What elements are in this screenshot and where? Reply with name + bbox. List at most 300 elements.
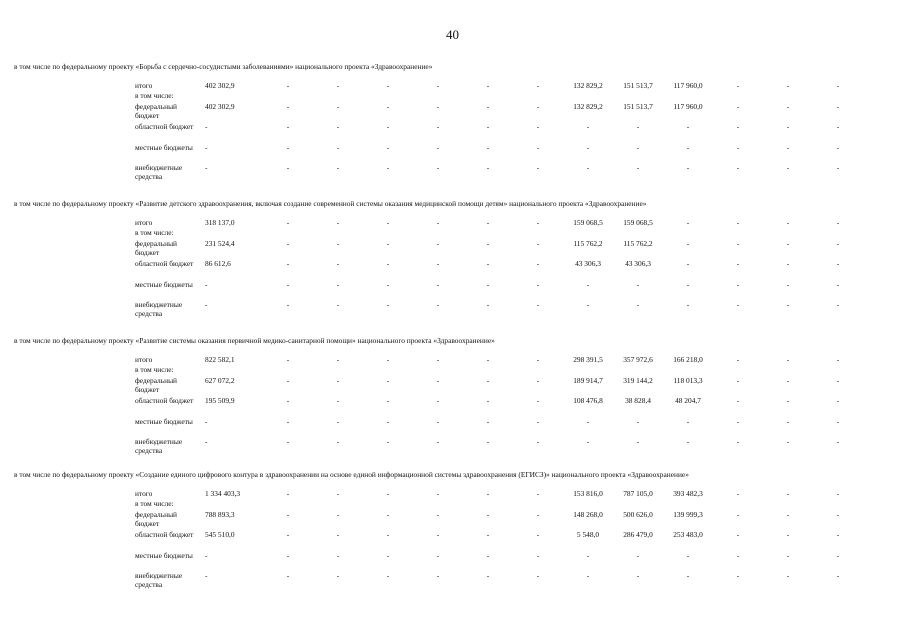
table-cell: - bbox=[786, 437, 790, 446]
table-cell: - bbox=[786, 375, 790, 385]
funding-table bbox=[135, 489, 863, 592]
table-cell: - bbox=[486, 81, 490, 90]
table-cell: - bbox=[205, 300, 208, 309]
row-label: итого bbox=[135, 489, 153, 498]
table-cell: - bbox=[686, 238, 690, 248]
table-cell: - bbox=[636, 416, 640, 426]
table-cell: - bbox=[286, 218, 290, 227]
table-cell: - bbox=[736, 530, 740, 539]
table-cell: - bbox=[836, 122, 840, 131]
table-cell: - bbox=[686, 550, 690, 560]
table-cell: - bbox=[836, 218, 840, 227]
table-cell: - bbox=[486, 142, 490, 152]
table-cell: - bbox=[486, 550, 490, 560]
table-cell: - bbox=[486, 530, 490, 539]
table-cell: - bbox=[786, 122, 790, 131]
table-cell: 195 509,9 bbox=[205, 396, 235, 405]
table-cell: - bbox=[336, 375, 340, 385]
table-cell: - bbox=[436, 218, 440, 227]
table-cell: - bbox=[586, 571, 590, 580]
table-cell: 318 137,0 bbox=[205, 218, 235, 227]
table-cell: - bbox=[786, 396, 790, 405]
table-cell: 86 612,6 bbox=[205, 259, 231, 268]
table-cell: 402 302,9 bbox=[205, 81, 235, 90]
table-cell: - bbox=[336, 396, 340, 405]
table-cell: - bbox=[736, 509, 740, 519]
table-cell: - bbox=[736, 163, 740, 172]
row-label: местные бюджеты bbox=[135, 142, 193, 152]
table-cell: - bbox=[686, 416, 690, 426]
row-label-text: в том числе: bbox=[135, 364, 174, 374]
table-cell: - bbox=[336, 530, 340, 539]
table-cell: 118 013,3 bbox=[673, 375, 703, 385]
table-cell: - bbox=[536, 218, 540, 227]
table-cell: 159 068,5 bbox=[623, 218, 653, 227]
table-cell: - bbox=[636, 571, 640, 580]
table-cell: - bbox=[336, 571, 340, 580]
funding-table bbox=[135, 218, 863, 321]
table-cell: - bbox=[786, 489, 790, 498]
table-cell: - bbox=[336, 489, 340, 498]
table-cell: - bbox=[336, 550, 340, 560]
table-cell: - bbox=[736, 81, 740, 90]
table-cell: - bbox=[536, 416, 540, 426]
table-cell: - bbox=[586, 300, 590, 309]
table-cell: 115 762,2 bbox=[573, 238, 603, 248]
table-cell: - bbox=[436, 101, 440, 111]
table-cell: - bbox=[286, 416, 290, 426]
table-row-federal bbox=[135, 376, 863, 397]
table-cell: - bbox=[286, 81, 290, 90]
table-cell: - bbox=[286, 279, 290, 289]
table-cell: - bbox=[836, 163, 840, 172]
page-number: 40 bbox=[446, 27, 459, 42]
table-cell: - bbox=[286, 571, 290, 580]
table-cell: 43 306,3 bbox=[575, 259, 601, 268]
table-cell: 788 893,3 bbox=[205, 509, 235, 519]
table-cell: - bbox=[836, 416, 840, 426]
table-cell: - bbox=[436, 375, 440, 385]
table-cell: - bbox=[286, 101, 290, 111]
table-cell: - bbox=[386, 375, 390, 385]
section-title: в том числе по федеральному проекту «Создание единого цифрового контура в здравоохранении на основе единой информационной системы здравоохранения (ЕГИСЗ)» национального проекта «Здравоохранение» bbox=[14, 470, 689, 479]
row-label: федеральный бюджет bbox=[135, 101, 177, 120]
table-cell: - bbox=[286, 238, 290, 248]
table-row-regional bbox=[135, 530, 863, 551]
table-cell: 48 204,7 bbox=[675, 396, 701, 405]
table-cell: 500 626,0 bbox=[623, 509, 653, 519]
table-cell: - bbox=[736, 375, 740, 385]
row-label: итого bbox=[135, 218, 153, 227]
table-cell: - bbox=[536, 81, 540, 90]
table-cell: - bbox=[536, 489, 540, 498]
table-cell: - bbox=[786, 238, 790, 248]
table-cell: - bbox=[736, 489, 740, 498]
table-cell: - bbox=[386, 279, 390, 289]
table-cell: - bbox=[736, 122, 740, 131]
table-cell: - bbox=[786, 530, 790, 539]
table-cell: - bbox=[586, 142, 590, 152]
section-title: в том числе по федеральному проекту «Развитие системы оказания первичной медико-санитарной помощи» национального проекта «Здравоохранение» bbox=[14, 336, 495, 345]
table-cell: - bbox=[486, 375, 490, 385]
table-cell: - bbox=[486, 122, 490, 131]
table-row-local bbox=[135, 417, 863, 438]
row-label: внебюджетные средства bbox=[135, 163, 183, 181]
table-cell: - bbox=[536, 101, 540, 111]
table-cell: 787 105,0 bbox=[623, 489, 653, 498]
table-cell: - bbox=[386, 530, 390, 539]
table-cell: - bbox=[436, 300, 440, 309]
table-cell: - bbox=[386, 489, 390, 498]
table-row-local bbox=[135, 143, 863, 164]
table-cell: - bbox=[436, 355, 440, 364]
table-cell: 151 513,7 bbox=[623, 81, 653, 90]
table-cell: - bbox=[736, 437, 740, 446]
table-cell: - bbox=[436, 416, 440, 426]
table-cell: - bbox=[286, 509, 290, 519]
table-cell: 132 829,2 bbox=[573, 101, 603, 111]
table-cell: - bbox=[536, 375, 540, 385]
table-cell: - bbox=[736, 396, 740, 405]
table-cell: - bbox=[486, 509, 490, 519]
table-cell: - bbox=[436, 122, 440, 131]
table-cell: 231 524,4 bbox=[205, 238, 235, 248]
table-cell: - bbox=[486, 279, 490, 289]
table-cell: 43 306,3 bbox=[625, 259, 651, 268]
table-cell: - bbox=[786, 509, 790, 519]
table-cell: 545 510,0 bbox=[205, 530, 235, 539]
row-label: итого bbox=[135, 355, 153, 364]
table-cell: - bbox=[586, 416, 590, 426]
table-cell: - bbox=[736, 259, 740, 268]
table-cell: - bbox=[486, 259, 490, 268]
table-cell: - bbox=[386, 437, 390, 446]
table-row-offbudget bbox=[135, 163, 863, 184]
table-cell: 319 144,2 bbox=[623, 375, 653, 385]
table-cell: - bbox=[836, 530, 840, 539]
table-cell: - bbox=[736, 571, 740, 580]
table-cell: - bbox=[786, 300, 790, 309]
table-cell: - bbox=[436, 489, 440, 498]
table-cell: - bbox=[205, 142, 208, 152]
table-cell: - bbox=[586, 550, 590, 560]
table-cell: - bbox=[486, 218, 490, 227]
table-cell: - bbox=[636, 300, 640, 309]
table-cell: - bbox=[286, 396, 290, 405]
table-cell: - bbox=[836, 279, 840, 289]
table-cell: - bbox=[836, 300, 840, 309]
table-cell: 822 582,1 bbox=[205, 355, 235, 364]
table-cell: - bbox=[686, 571, 690, 580]
table-cell: - bbox=[636, 142, 640, 152]
row-label-text: в том числе: bbox=[135, 498, 174, 508]
table-cell: 159 068,5 bbox=[573, 218, 603, 227]
table-cell: - bbox=[336, 218, 340, 227]
table-row-offbudget bbox=[135, 300, 863, 321]
table-cell: 148 268,0 bbox=[573, 509, 603, 519]
row-label: федеральный бюджет bbox=[135, 375, 177, 394]
table-row-regional bbox=[135, 259, 863, 280]
table-cell: - bbox=[336, 279, 340, 289]
table-row-offbudget bbox=[135, 571, 863, 592]
table-cell: - bbox=[736, 416, 740, 426]
table-cell: - bbox=[386, 122, 390, 131]
table-cell: - bbox=[336, 101, 340, 111]
table-cell: 153 816,0 bbox=[573, 489, 603, 498]
table-cell: - bbox=[536, 279, 540, 289]
table-cell: - bbox=[486, 489, 490, 498]
table-cell: 298 391,5 bbox=[573, 355, 603, 364]
table-cell: - bbox=[436, 259, 440, 268]
table-cell: 5 548,0 bbox=[576, 530, 600, 539]
table-cell: 166 218,0 bbox=[673, 355, 703, 364]
table-cell: 117 960,0 bbox=[673, 101, 703, 111]
table-row-total bbox=[135, 489, 863, 510]
table-cell: - bbox=[486, 416, 490, 426]
table-cell: - bbox=[636, 163, 640, 172]
table-cell: - bbox=[436, 550, 440, 560]
table-cell: 132 829,2 bbox=[573, 81, 603, 90]
table-cell: - bbox=[486, 163, 490, 172]
table-cell: 402 302,9 bbox=[205, 101, 235, 111]
table-cell: - bbox=[486, 437, 490, 446]
table-cell: 151 513,7 bbox=[623, 101, 653, 111]
table-cell: - bbox=[286, 530, 290, 539]
table-row-regional bbox=[135, 396, 863, 417]
section-title: в том числе по федеральному проекту «Развитие детского здравоохранения, включая создание современной системы оказания медицинской помощи детям» национального проекта «Здравоохранение» bbox=[14, 199, 647, 208]
table-cell: - bbox=[386, 101, 390, 111]
table-cell: - bbox=[836, 509, 840, 519]
table-cell: 253 483,0 bbox=[673, 530, 703, 539]
table-cell: - bbox=[736, 550, 740, 560]
funding-table bbox=[135, 81, 863, 184]
section-title: в том числе по федеральному проекту «Борьба с сердечно-сосудистыми заболеваниями» национального проекта «Здравоохранение» bbox=[14, 62, 433, 71]
table-cell: - bbox=[686, 437, 690, 446]
table-row-local bbox=[135, 551, 863, 572]
table-cell: - bbox=[286, 550, 290, 560]
table-cell: - bbox=[486, 101, 490, 111]
table-cell: - bbox=[336, 509, 340, 519]
table-row-total bbox=[135, 218, 863, 239]
table-cell: - bbox=[586, 437, 590, 446]
table-cell: - bbox=[436, 142, 440, 152]
table-cell: 115 762,2 bbox=[623, 238, 653, 248]
table-cell: - bbox=[386, 238, 390, 248]
table-cell: - bbox=[205, 437, 208, 446]
table-cell: - bbox=[536, 509, 540, 519]
table-cell: - bbox=[686, 218, 690, 227]
row-label: внебюджетные средства bbox=[135, 571, 183, 589]
table-cell: - bbox=[836, 81, 840, 90]
table-cell: - bbox=[786, 142, 790, 152]
table-cell: - bbox=[786, 571, 790, 580]
table-cell: - bbox=[686, 163, 690, 172]
table-cell: - bbox=[205, 571, 208, 580]
table-cell: - bbox=[386, 396, 390, 405]
table-cell: - bbox=[436, 163, 440, 172]
table-cell: 1 334 403,3 bbox=[205, 489, 241, 498]
row-label: местные бюджеты bbox=[135, 550, 193, 560]
table-cell: - bbox=[736, 355, 740, 364]
table-cell: 139 999,3 bbox=[673, 509, 703, 519]
table-cell: - bbox=[536, 142, 540, 152]
table-cell: - bbox=[486, 396, 490, 405]
table-cell: - bbox=[336, 259, 340, 268]
row-label: областной бюджет bbox=[135, 122, 194, 131]
row-label: внебюджетные средства bbox=[135, 300, 183, 318]
table-cell: - bbox=[786, 218, 790, 227]
table-cell: - bbox=[386, 355, 390, 364]
table-cell: - bbox=[336, 122, 340, 131]
table-cell: - bbox=[386, 571, 390, 580]
table-row-local bbox=[135, 280, 863, 301]
table-cell: - bbox=[386, 142, 390, 152]
table-cell: - bbox=[536, 300, 540, 309]
row-label-text: в том числе: bbox=[135, 227, 174, 237]
table-cell: - bbox=[205, 122, 208, 131]
table-cell: - bbox=[386, 163, 390, 172]
table-cell: - bbox=[836, 375, 840, 385]
table-cell: - bbox=[736, 142, 740, 152]
table-cell: - bbox=[686, 142, 690, 152]
table-cell: - bbox=[836, 550, 840, 560]
table-row-federal bbox=[135, 239, 863, 260]
table-cell: - bbox=[286, 122, 290, 131]
table-cell: - bbox=[436, 396, 440, 405]
table-cell: - bbox=[286, 142, 290, 152]
table-cell: - bbox=[486, 300, 490, 309]
table-cell: - bbox=[586, 163, 590, 172]
table-cell: - bbox=[536, 163, 540, 172]
table-cell: - bbox=[386, 416, 390, 426]
table-cell: 117 960,0 bbox=[673, 81, 703, 90]
table-cell: - bbox=[636, 279, 640, 289]
table-cell: - bbox=[336, 238, 340, 248]
table-cell: 38 828,4 bbox=[625, 396, 651, 405]
table-cell: - bbox=[536, 571, 540, 580]
table-cell: - bbox=[386, 81, 390, 90]
table-cell: - bbox=[836, 142, 840, 152]
table-cell: - bbox=[386, 550, 390, 560]
table-cell: 393 482,3 bbox=[673, 489, 703, 498]
table-cell: 357 972,6 bbox=[623, 355, 653, 364]
table-cell: - bbox=[786, 259, 790, 268]
table-cell: - bbox=[386, 259, 390, 268]
table-cell: - bbox=[736, 238, 740, 248]
table-cell: - bbox=[436, 238, 440, 248]
table-cell: - bbox=[336, 142, 340, 152]
table-cell: - bbox=[436, 437, 440, 446]
table-row-federal bbox=[135, 510, 863, 531]
table-cell: - bbox=[836, 489, 840, 498]
table-cell: - bbox=[486, 571, 490, 580]
table-cell: - bbox=[205, 279, 208, 289]
table-row-regional bbox=[135, 122, 863, 143]
table-cell: - bbox=[386, 300, 390, 309]
table-cell: - bbox=[436, 81, 440, 90]
row-label: местные бюджеты bbox=[135, 416, 193, 426]
table-cell: - bbox=[586, 279, 590, 289]
table-cell: - bbox=[486, 355, 490, 364]
table-row-offbudget bbox=[135, 437, 863, 458]
table-cell: - bbox=[836, 238, 840, 248]
table-cell: - bbox=[686, 122, 690, 131]
row-label: федеральный бюджет bbox=[135, 509, 177, 528]
table-cell: - bbox=[386, 218, 390, 227]
table-cell: - bbox=[386, 509, 390, 519]
funding-table bbox=[135, 355, 863, 458]
table-cell: - bbox=[436, 509, 440, 519]
table-cell: - bbox=[205, 163, 208, 172]
table-cell: - bbox=[436, 571, 440, 580]
table-cell: - bbox=[286, 437, 290, 446]
table-cell: - bbox=[205, 416, 208, 426]
table-cell: - bbox=[286, 489, 290, 498]
row-label: местные бюджеты bbox=[135, 279, 193, 289]
table-cell: - bbox=[536, 238, 540, 248]
table-cell: - bbox=[636, 550, 640, 560]
table-cell: 627 072,2 bbox=[205, 375, 235, 385]
table-cell: - bbox=[486, 238, 490, 248]
table-cell: - bbox=[836, 259, 840, 268]
table-cell: - bbox=[686, 259, 690, 268]
table-row-total bbox=[135, 355, 863, 376]
table-cell: - bbox=[736, 300, 740, 309]
table-cell: - bbox=[536, 530, 540, 539]
table-cell: - bbox=[786, 163, 790, 172]
table-cell: - bbox=[536, 396, 540, 405]
row-label: федеральный бюджет bbox=[135, 238, 177, 257]
row-label: внебюджетные средства bbox=[135, 437, 183, 455]
table-cell: 286 479,0 bbox=[623, 530, 653, 539]
table-cell: - bbox=[836, 437, 840, 446]
table-cell: - bbox=[436, 530, 440, 539]
table-cell: - bbox=[836, 101, 840, 111]
table-cell: - bbox=[786, 81, 790, 90]
table-cell: - bbox=[636, 122, 640, 131]
table-cell: - bbox=[336, 416, 340, 426]
table-cell: - bbox=[536, 437, 540, 446]
row-label-text: в том числе: bbox=[135, 90, 174, 100]
table-cell: - bbox=[286, 355, 290, 364]
table-cell: - bbox=[786, 416, 790, 426]
row-label: областной бюджет bbox=[135, 396, 194, 405]
table-cell: 189 914,7 bbox=[573, 375, 603, 385]
table-cell: - bbox=[586, 122, 590, 131]
table-cell: - bbox=[205, 550, 208, 560]
table-cell: - bbox=[686, 279, 690, 289]
table-cell: - bbox=[836, 396, 840, 405]
table-cell: - bbox=[836, 571, 840, 580]
table-cell: - bbox=[436, 279, 440, 289]
table-cell: - bbox=[536, 122, 540, 131]
table-cell: - bbox=[336, 437, 340, 446]
table-cell: 108 476,8 bbox=[573, 396, 603, 405]
table-cell: - bbox=[736, 101, 740, 111]
table-cell: - bbox=[786, 101, 790, 111]
table-cell: - bbox=[786, 550, 790, 560]
table-cell: - bbox=[536, 259, 540, 268]
table-cell: - bbox=[786, 355, 790, 364]
table-cell: - bbox=[286, 300, 290, 309]
table-cell: - bbox=[536, 550, 540, 560]
table-row-total bbox=[135, 81, 863, 102]
row-label: итого bbox=[135, 81, 153, 90]
table-cell: - bbox=[736, 218, 740, 227]
table-cell: - bbox=[336, 163, 340, 172]
row-label: областной бюджет bbox=[135, 530, 194, 539]
table-cell: - bbox=[336, 81, 340, 90]
